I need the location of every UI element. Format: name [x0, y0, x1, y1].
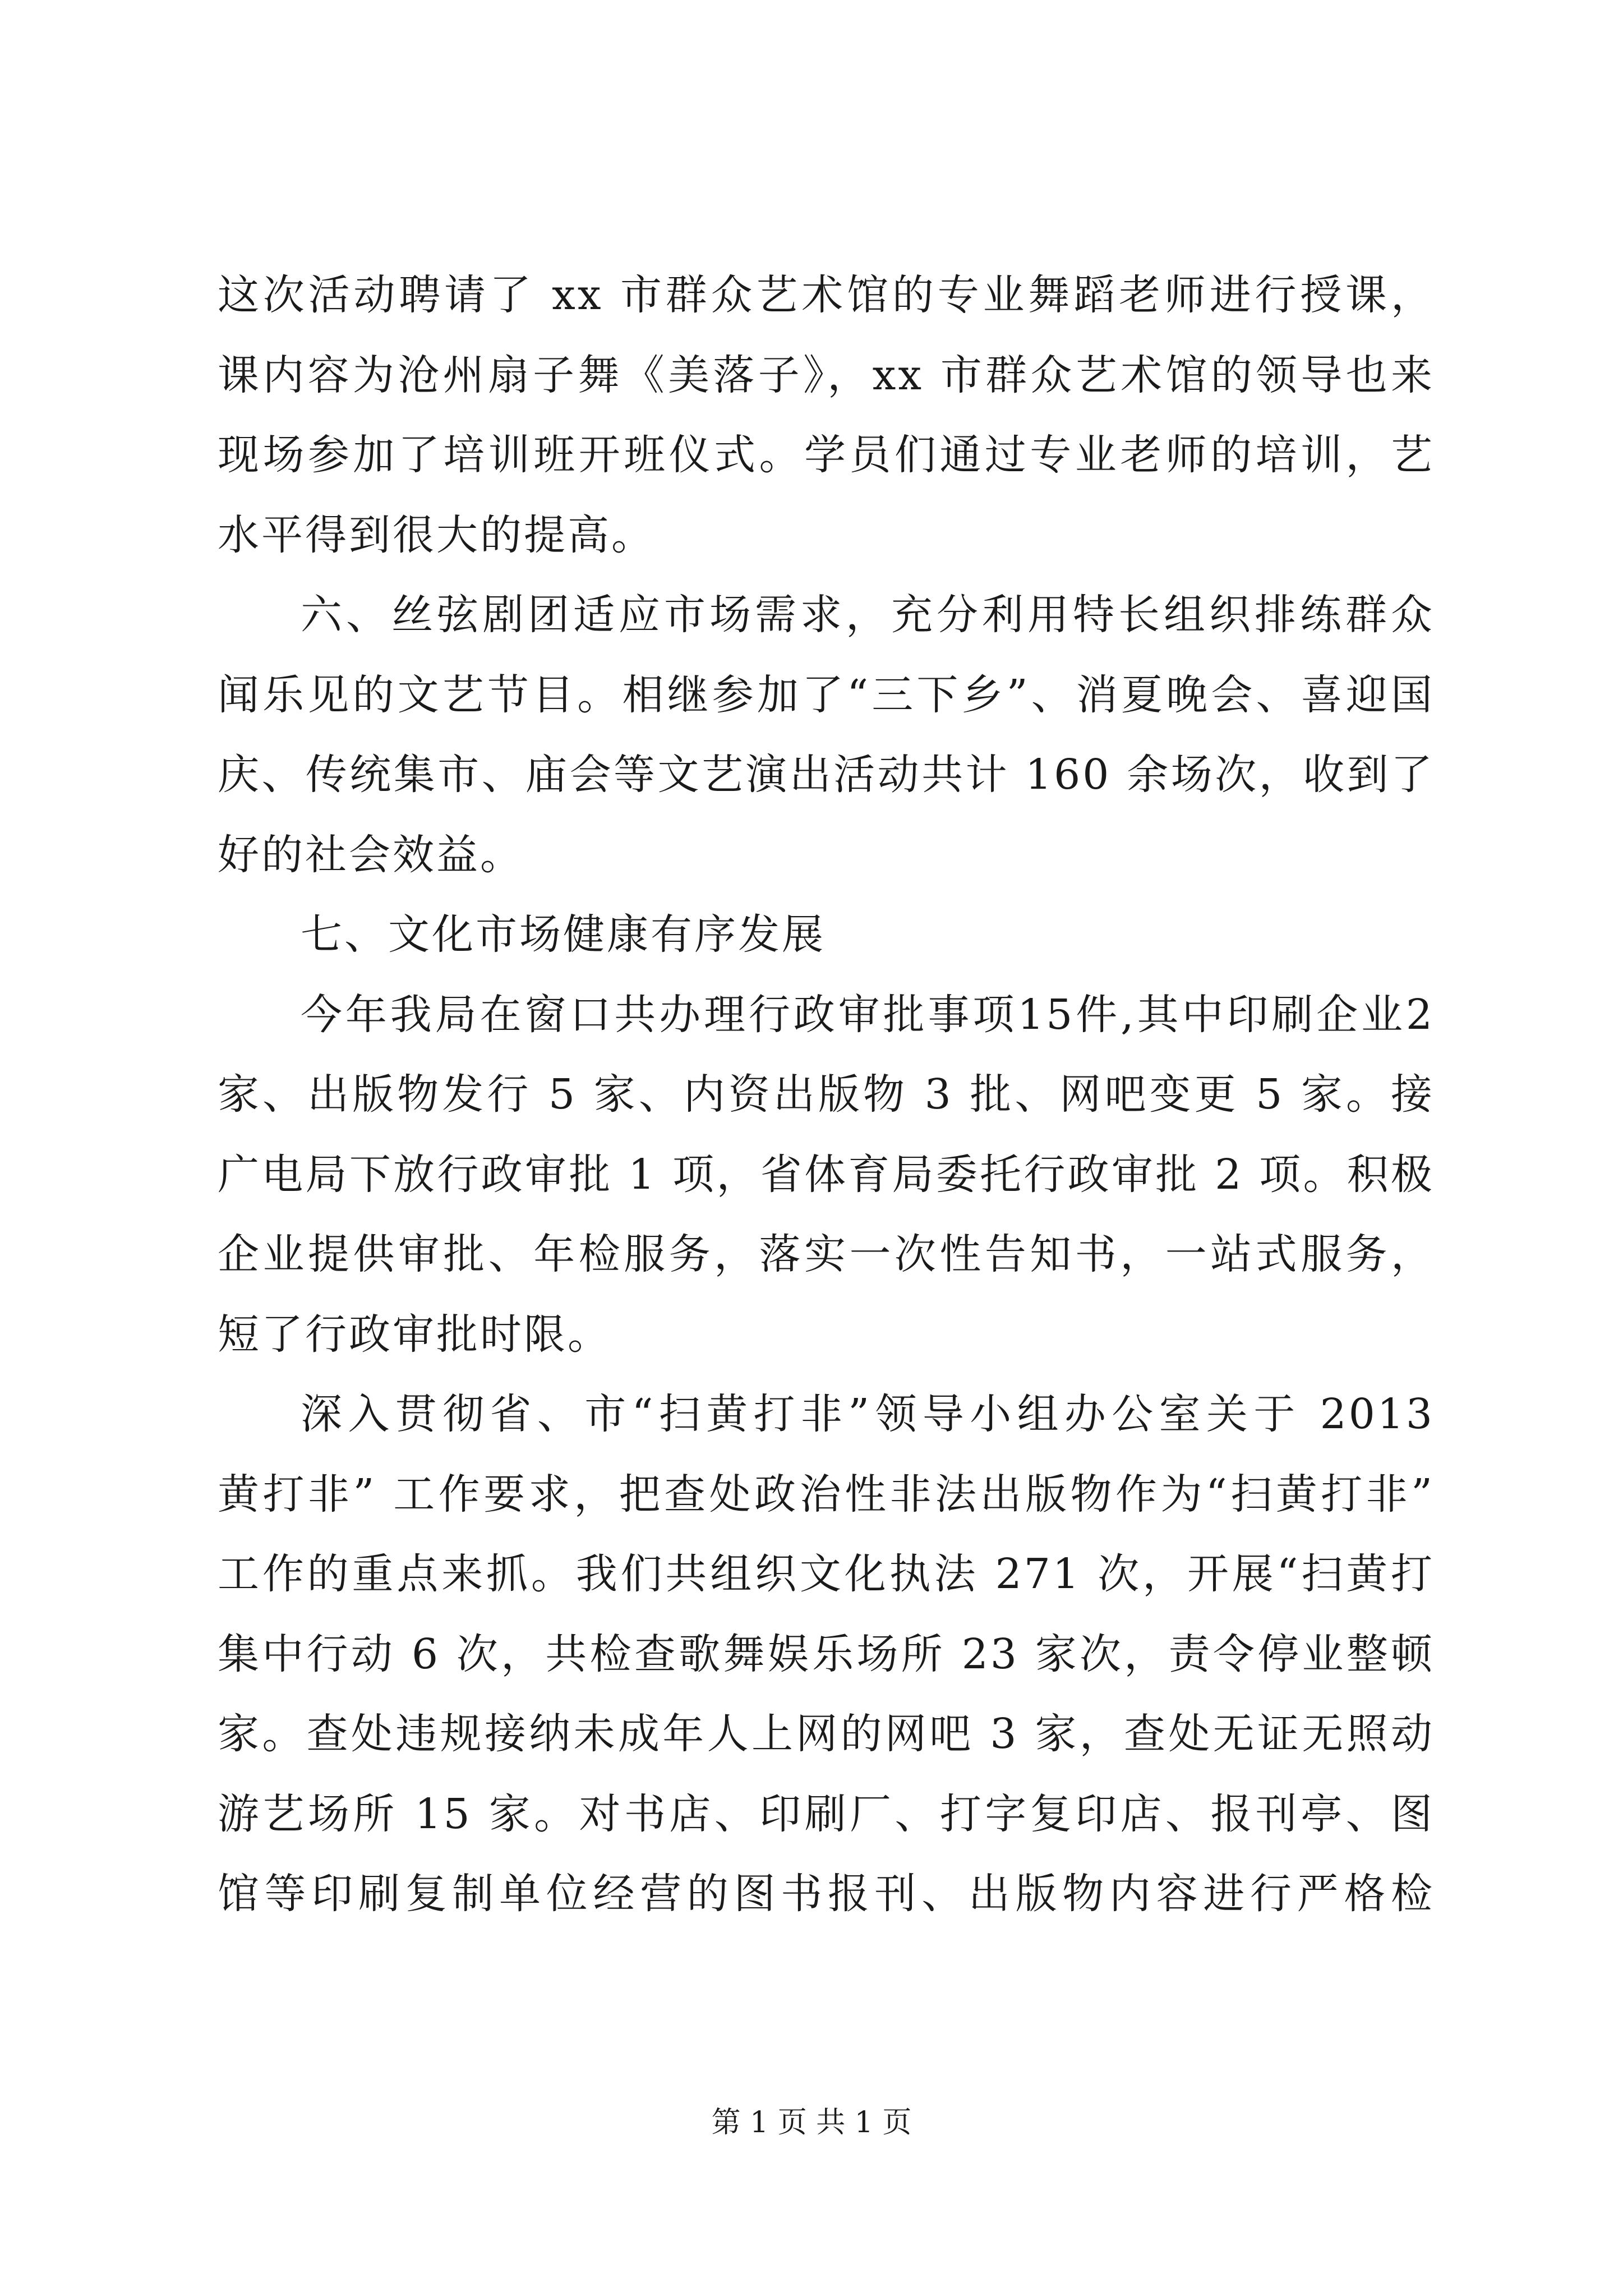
text-line-4: 水平得到很大的提高。	[218, 510, 655, 559]
text-line-20: 游艺场所 15 家。对书店、印刷厂、打字复印店、报刊亭、图	[218, 1789, 1435, 1838]
text-line-14: 短了行政审批时限。	[218, 1310, 611, 1359]
page-footer: 第 1 页 共 1 页	[711, 2106, 912, 2139]
text-line-8: 好的社会效益。	[218, 830, 524, 879]
text-line-21: 馆等印刷复制单位经营的图书报刊、出版物内容进行严格检	[218, 1870, 1435, 1918]
text-line-5: 六、丝弦剧团适应市场需求，充分利用特长组织排练群众	[301, 591, 1435, 639]
text-line-18: 集中行动 6 次，共检查歌舞娱乐场所 23 家次，责令停业整顿	[218, 1630, 1435, 1678]
text-line-1: 这次活动聘请了 xx 市群众艺术馆的专业舞蹈老师进行授课，	[218, 271, 1435, 319]
text-line-2: 课内容为沧州扇子舞《美落子》，xx 市群众艺术馆的领导也来	[218, 351, 1435, 399]
text-line-17: 工作的重点来抓。我们共组织文化执法 271 次，开展“扫黄打	[218, 1550, 1435, 1598]
text-line-15: 深入贯彻省、市“扫黄打非”领导小组办公室关于 2013	[301, 1390, 1435, 1438]
text-line-7: 庆、传统集市、庙会等文艺演出活动共计 160 余场次，收到了	[218, 751, 1435, 799]
text-line-19: 家。查处违规接纳未成年人上网的网吧 3 家，查处无证无照动	[218, 1710, 1435, 1758]
text-line-13: 企业提供审批、年检服务，落实一次性告知书，一站式服务，	[218, 1230, 1435, 1278]
section-heading-7: 七、文化市场健康有序发展	[301, 910, 826, 959]
document-body	[218, 255, 1435, 1934]
text-line-3: 现场参加了培训班开班仪式。学员们通过专业老师的培训，艺	[218, 431, 1435, 479]
text-line-16: 黄打非” 工作要求，把查处政治性非法出版物作为“扫黄打非”	[218, 1470, 1435, 1519]
text-line-10: 今年我局在窗口共办理行政审批事项15件,其中印刷企业2	[301, 990, 1435, 1039]
text-line-11: 家、出版物发行 5 家、内资出版物 3 批、网吧变更 5 家。接	[218, 1070, 1435, 1119]
text-line-6: 闻乐见的文艺节目。相继参加了“三下乡”、消夏晚会、喜迎国	[218, 670, 1435, 719]
text-line-12: 广电局下放行政审批 1 项，省体育局委托行政审批 2 项。积极	[218, 1150, 1435, 1199]
